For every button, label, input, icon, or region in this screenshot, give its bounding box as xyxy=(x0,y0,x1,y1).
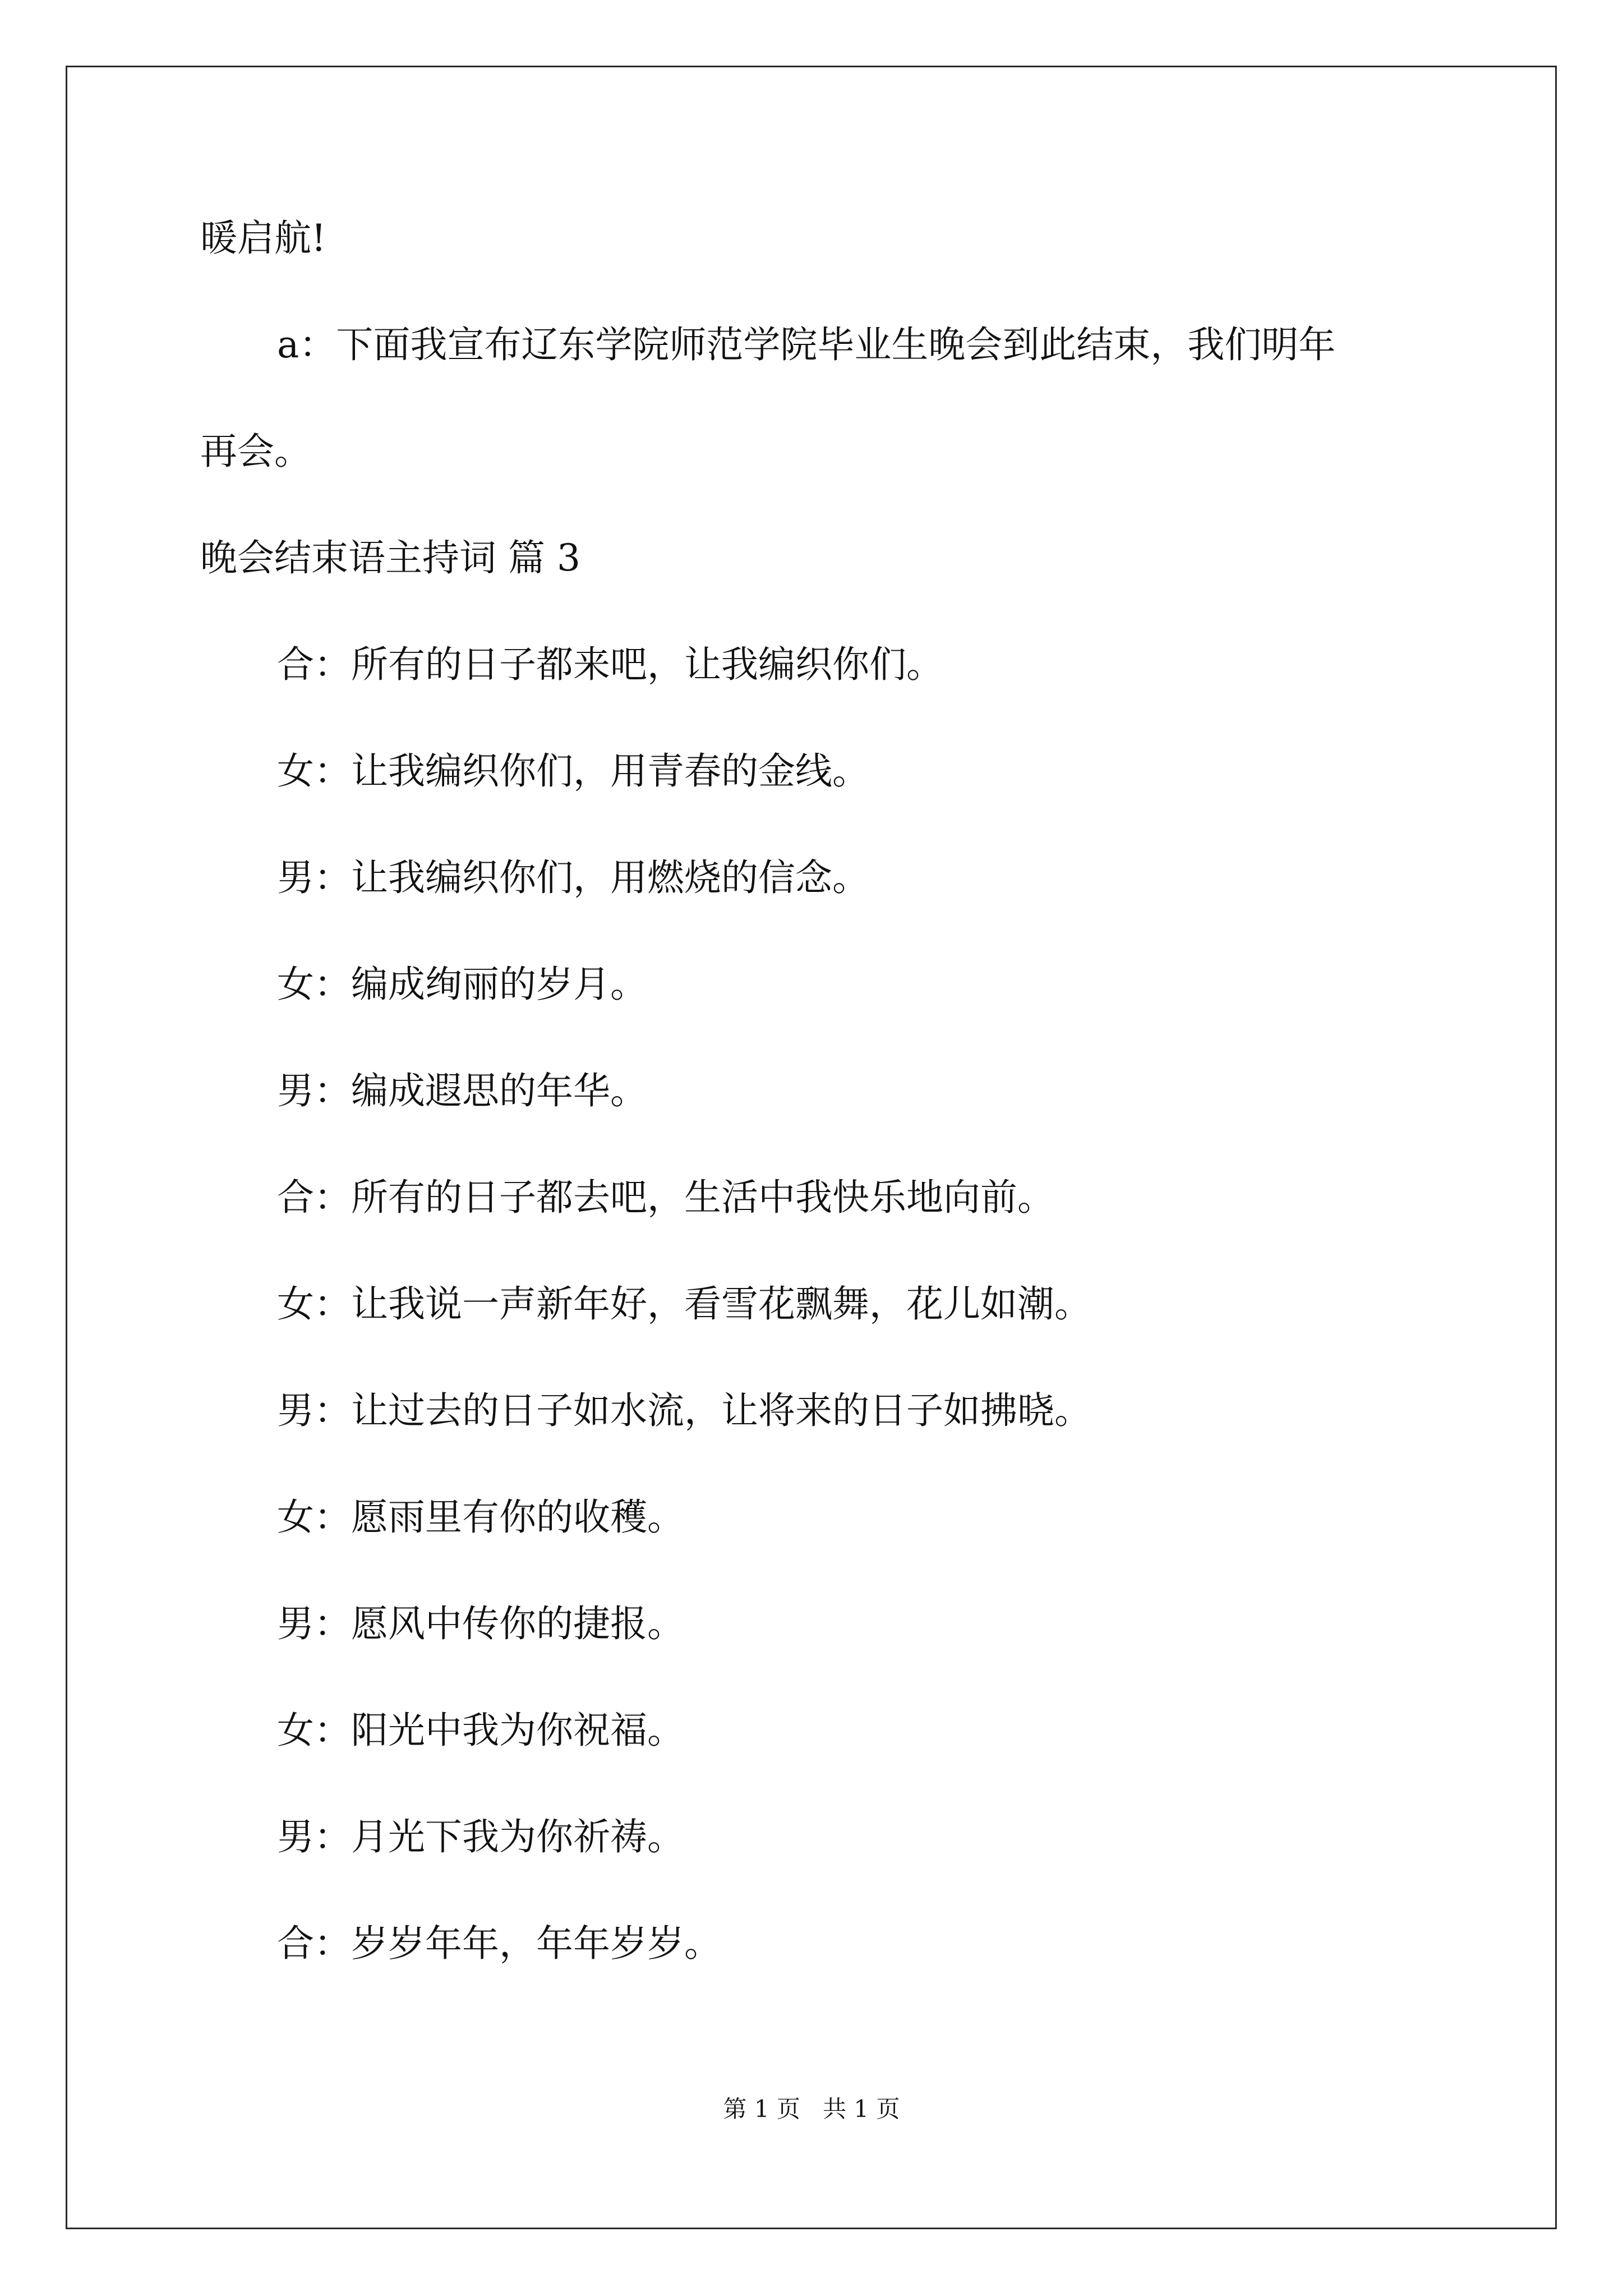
text-line: 男：编成遐思的年华。 xyxy=(277,1069,647,1112)
footer-gap xyxy=(800,2095,823,2123)
text-line: 男：让我编织你们，用燃烧的信念。 xyxy=(277,856,869,899)
text-line: 女：让我说一声新年好，看雪花飘舞，花儿如潮。 xyxy=(277,1282,1091,1326)
text-line: 女：阳光中我为你祝福。 xyxy=(277,1709,684,1752)
text-line: 合：所有的日子都去吧，生活中我快乐地向前。 xyxy=(277,1176,1054,1219)
page-total: 共 1 页 xyxy=(823,2095,900,2123)
page-number: 第 1 页 xyxy=(723,2095,800,2123)
text-line: 男：愿风中传你的捷报。 xyxy=(277,1602,684,1645)
text-line: 女：愿雨里有你的收穫。 xyxy=(277,1496,684,1539)
page-footer xyxy=(0,2092,1623,2126)
text-line: 合：所有的日子都来吧，让我编织你们。 xyxy=(277,643,943,686)
text-line: a：下面我宣布辽东学院师范学院毕业生晚会到此结束，我们明年 xyxy=(277,323,1336,366)
text-line: 合：岁岁年年，年年岁岁。 xyxy=(277,1922,721,1965)
text-line: 暖启航! xyxy=(200,217,326,260)
text-line: 女：让我编织你们，用青春的金线。 xyxy=(277,749,869,793)
section-heading: 晚会结束语主持词 篇 3 xyxy=(200,536,580,579)
text-line: 再会。 xyxy=(200,430,311,473)
text-line: 女：编成绚丽的岁月。 xyxy=(277,963,647,1006)
text-line: 男：月光下我为你祈祷。 xyxy=(277,1815,684,1858)
page-border xyxy=(66,66,1557,2229)
text-line: 男：让过去的日子如水流，让将来的日子如拂晓。 xyxy=(277,1389,1091,1432)
